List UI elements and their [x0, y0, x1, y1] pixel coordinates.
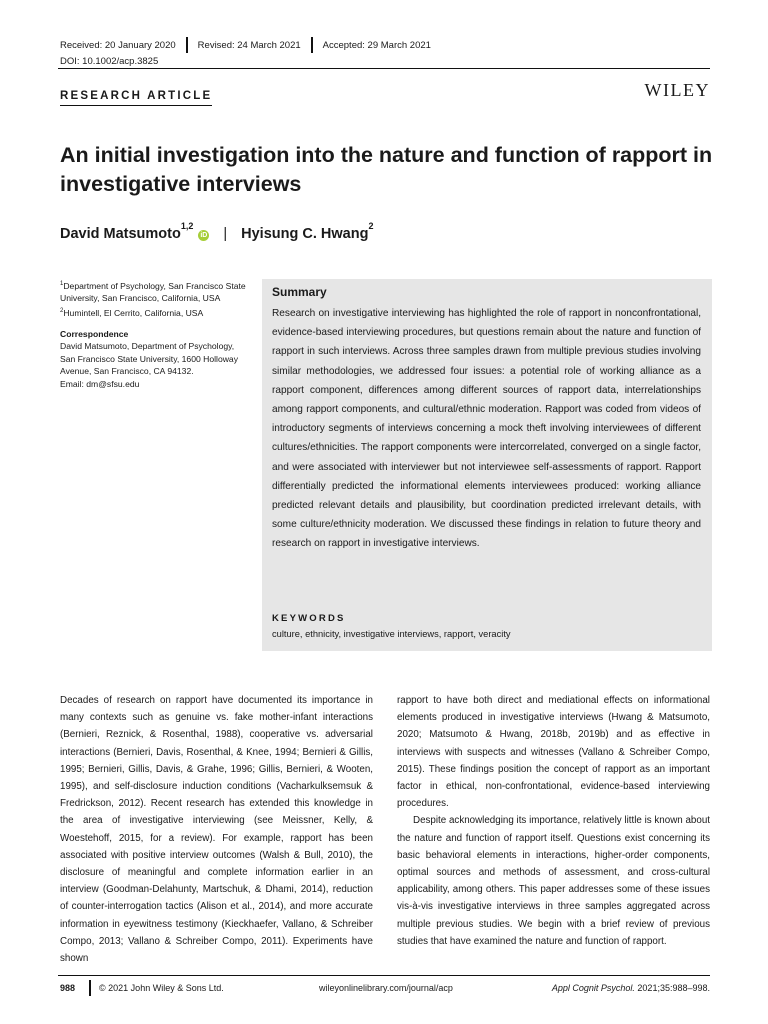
publisher-logo: WILEY [644, 80, 710, 100]
affiliation-text: Humintell, El Cerrito, California, USA [63, 307, 204, 318]
footer-rule [58, 975, 710, 976]
received-date: Received: 20 January 2020 [60, 39, 176, 51]
affiliation-marker: 2 [60, 308, 64, 315]
author-list: David Matsumoto 1,2 iD | Hyisung C. Hwang 2 [60, 221, 374, 242]
correspondence-address: David Matsumoto, Department of Psychology, San Francisco State University, 1600 Holloway Avenue, San Francisco, CA 94132. [60, 341, 239, 377]
keywords-list: culture, ethnicity, investigative interviews, rapport, veracity [272, 629, 511, 639]
affiliation-marker: 1 [60, 281, 64, 287]
affiliation-1 [60, 278, 250, 305]
author-name[interactable]: Hyisung C. Hwang [241, 226, 369, 242]
body-column-left [60, 692, 373, 967]
date-divider [186, 37, 188, 53]
affiliations [60, 278, 250, 390]
summary-box [262, 279, 712, 651]
doi[interactable]: DOI: 10.1002/acp.3825 [60, 56, 159, 67]
summary-heading: Summary [272, 285, 327, 299]
body-column-right [397, 692, 710, 950]
body-paragraph: rapport to have both direct and mediational effects on informational elements produced in investigative interviews (Hwang & Matsumoto, 2020; Matsumoto & Hwang, 2018b, 2019b) and as effective in interviews with suspects and witnesses (Vallano & Schreiber Compo, 2015). These findings position the concept of rapport as an important factor in ethical, non-confrontational, evidence-based interviewing procedures. [397, 695, 710, 810]
keywords-heading: KEYWORDS [272, 613, 346, 624]
page-number: 988 [60, 983, 76, 993]
summary-text: Research on investigative interviewing has highlighted the role of rapport in nonconfrontational, evidence-based interviewing procedures, but questions remain about the nature and function of rapport in such interviews. Across three samples drawn from multiple previous studies involving similar methodologies, we addressed four issues: a potential role of working alliance as a rapport component, differences among different sources of rapport data, interrelationships among rapport components, and cultural/ethnic moderation. Rapport was coded from videos of introductory segments of interviews concerning a mock theft involving interviewees of different cultures/ethnicities. The rapport components were intercorrelated, converged on a single factor, and were associated with interviewer but not interviewee self-assessments of rapport. Rapport differentially predicted the informational elements interviewees produced: working alliance predicted relevant details and plausibility, but coordination predicted irrelevant details, with some culture/ethnicity moderation. We discussed these findings in relation to future theory and research on rapport in investigative interviews. [272, 308, 701, 550]
correspondence-heading: Correspondence [60, 328, 129, 339]
header-rule [58, 68, 710, 69]
footer-divider [89, 980, 91, 996]
author-name[interactable]: David Matsumoto [60, 226, 181, 242]
correspondence-email[interactable]: Email: dm@sfsu.edu [60, 378, 140, 389]
affiliation-text: Department of Psychology, San Francisco State University, San Francisco, California, USA [60, 280, 246, 304]
orcid-icon[interactable]: iD [200, 232, 208, 239]
body-paragraph: Decades of research on rapport have documented its importance in many contexts such as genuine vs. fake mother-infant interactions (Bernieri, Reznick, & Rosenthal, 1988), cooperative vs. adversarial interactions (Bernieri, Davis, Rosenthal, & Knee, 1994; Bernieri & Gillis, 1995; Bernieri, Gillis, Davis, & Grahe, 1996; Gillis, Bernieri, & Wooten, 1995), and self-disclosure induction conditions (Vacharkulksemsuk & Fredrickson, 2012). Recent research has extended this knowledge in the area of investigative interviewing (see Meissner, Kelly, & Woestehoff, 2015, for a review). For example, rapport has been associated with positive interview outcomes (Walsh & Bull, 2010), the disclosure of meaningful and complete information earlier in an interview (Goodman-Delahunty, Martschuk, & Dhami, 2014), reduction of counter-interrogation tactics (Alison et al., 2014), and more accurate information in eyewitness testimony (Kieckhaefer, Vallano, & Schreiber Compo, 2013; Vallano & Schreiber Compo, 2011). Experiments have shown [60, 695, 373, 965]
accepted-date: Accepted: 29 March 2021 [322, 39, 431, 51]
affiliation-2 [60, 305, 250, 319]
copyright: © 2021 John Wiley & Sons Ltd. [99, 983, 224, 993]
journal-name: Appl Cognit Psychol. [551, 983, 635, 993]
publication-dates [60, 37, 431, 53]
author-separator: | [223, 226, 228, 242]
date-divider [311, 37, 313, 53]
citation-volume: 2021;35:988–998. [637, 983, 710, 993]
revised-date: Revised: 24 March 2021 [197, 39, 301, 51]
journal-url[interactable]: wileyonlinelibrary.com/journal/acp [319, 983, 453, 993]
article-type: RESEARCH ARTICLE [60, 90, 212, 106]
paper-title: An initial investigation into the nature and function of rapport in investigative interviews [60, 143, 713, 196]
page-footer [60, 980, 710, 996]
journal-citation [552, 983, 710, 993]
body-paragraph: Despite acknowledging its importance, relatively little is known about the nature and function of rapport itself. Questions exist concerning its basic behavioral elements in interactions, higher-order components, optimal sources and methods of assessment, and cross-cultural applicability, among others. This paper addresses some of these issues vis-à-vis investigative interviews in three samples aggregated across multiple previous studies. We begin with a brief review of previous studies that have examined the nature and function of rapport. [397, 815, 710, 947]
